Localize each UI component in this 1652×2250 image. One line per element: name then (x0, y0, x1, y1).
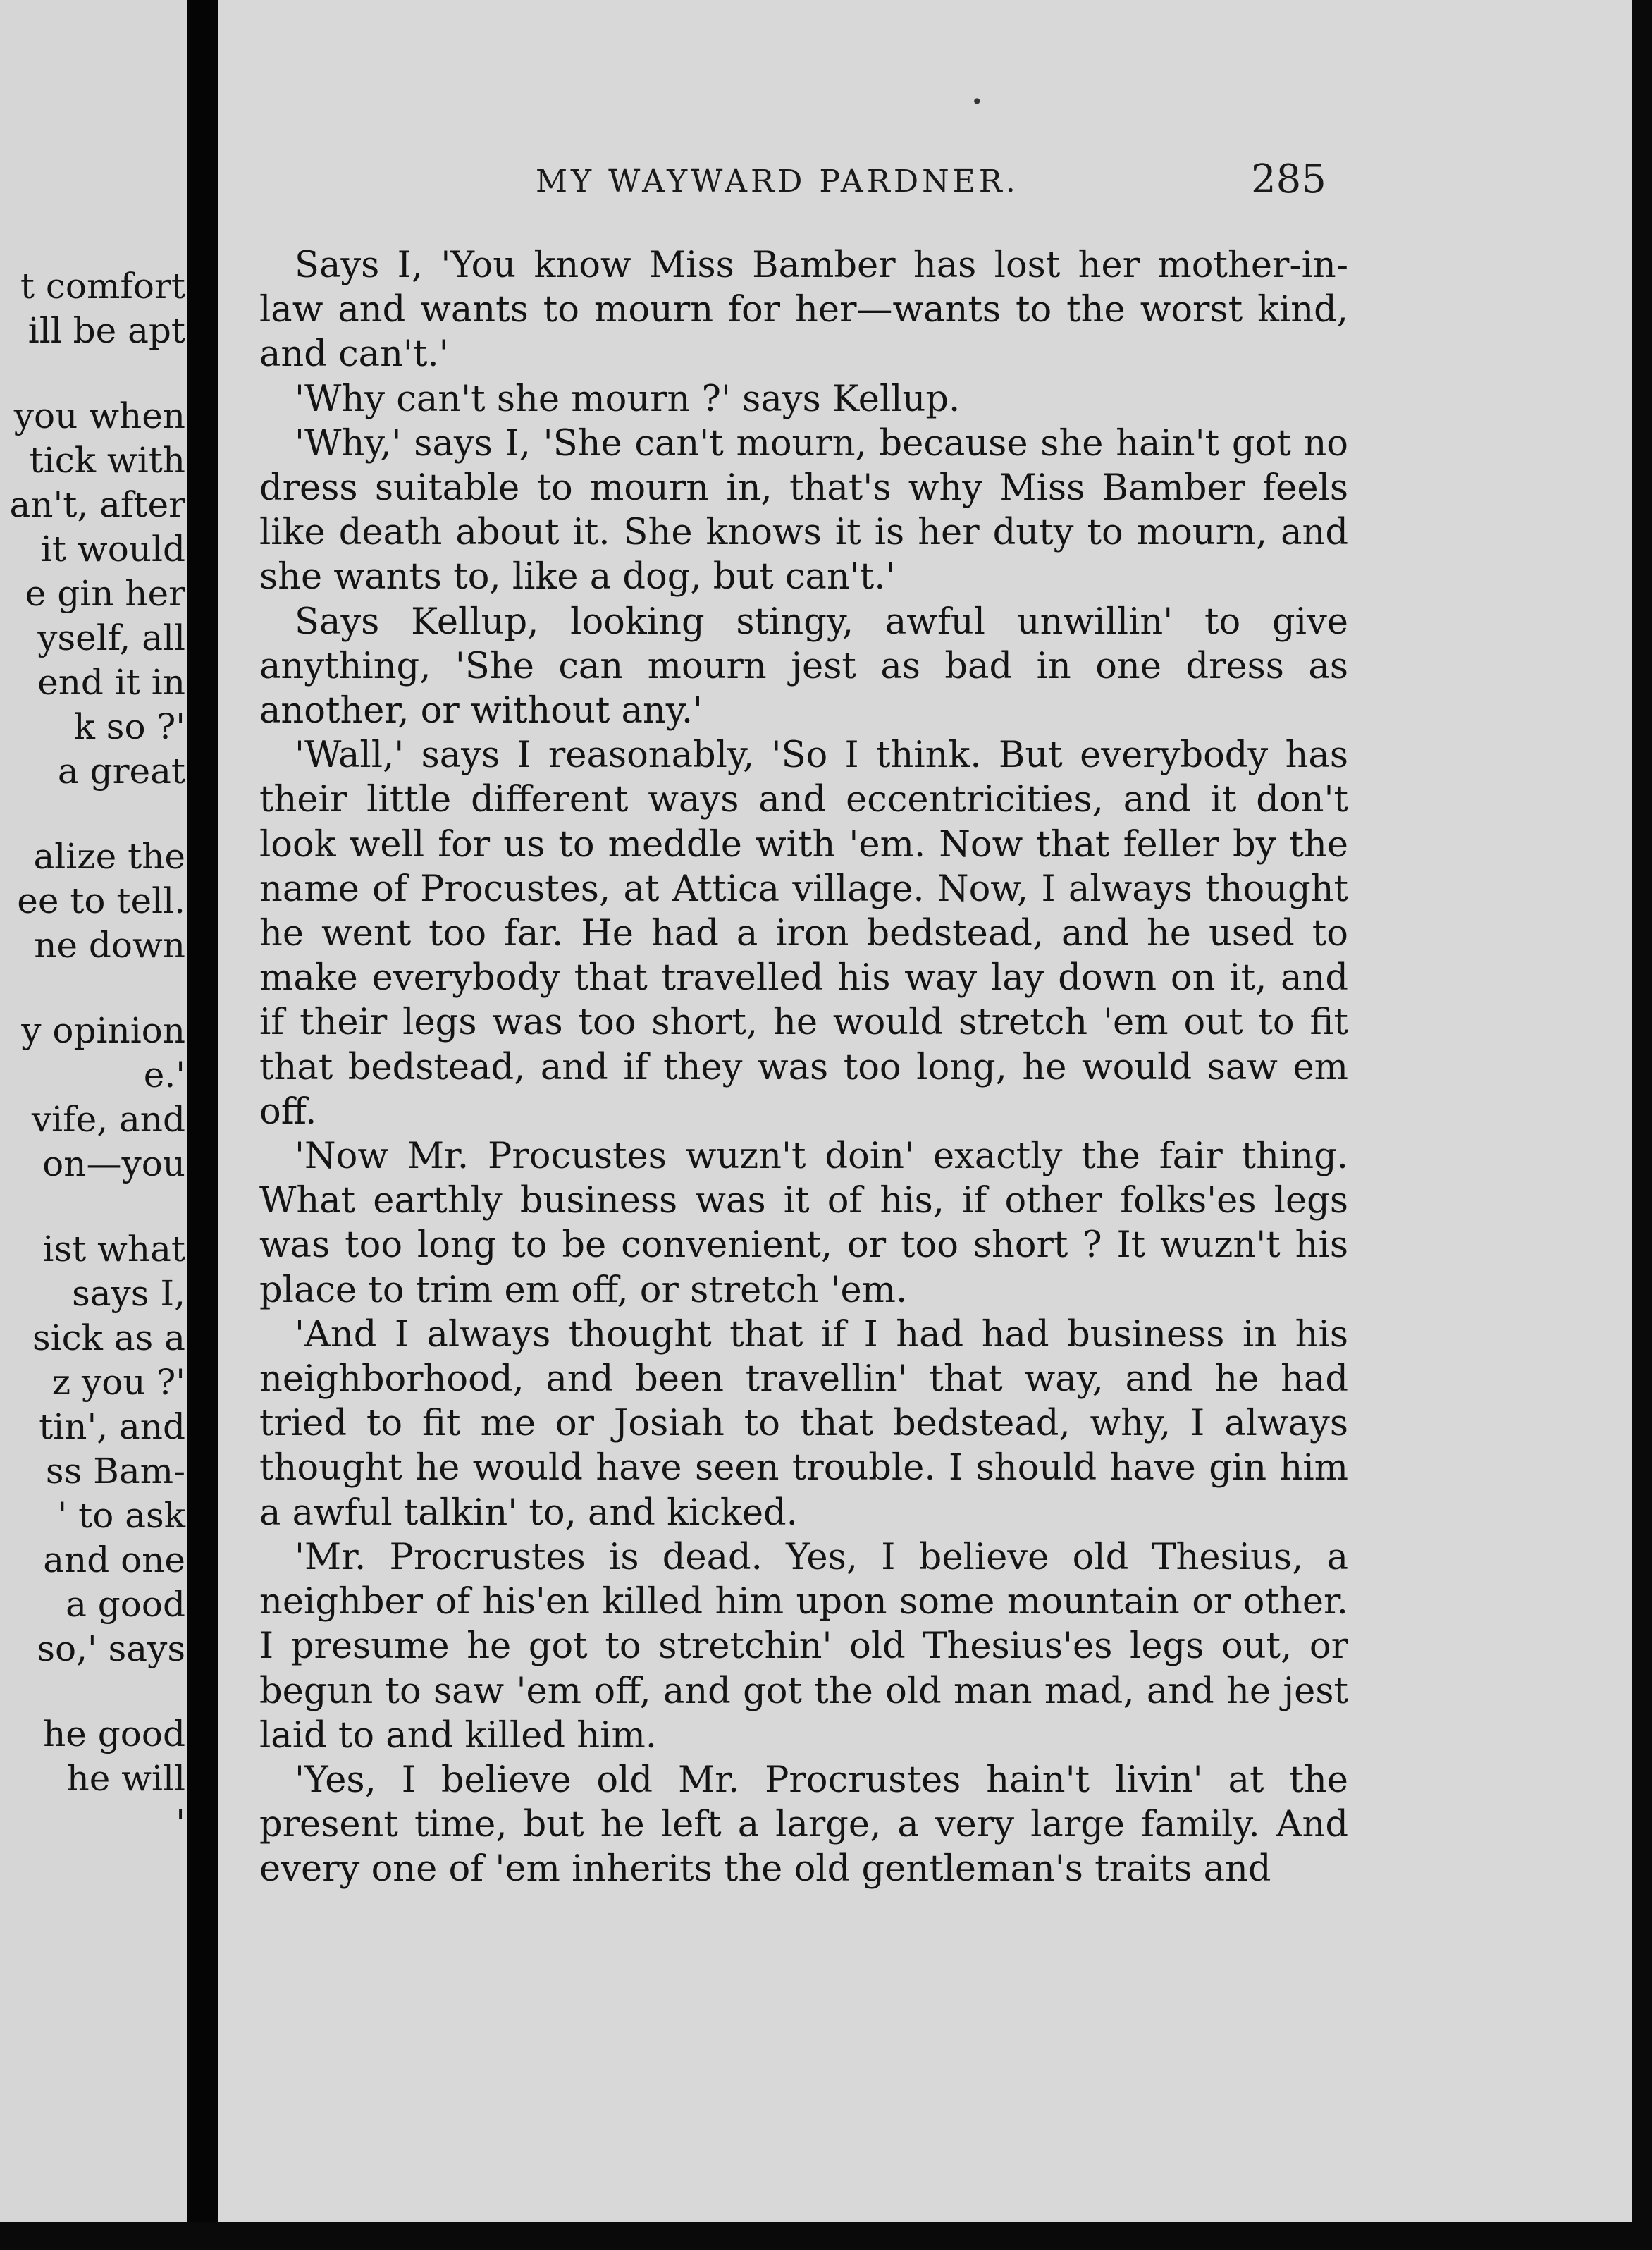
facing-line: ss Bam- (45, 1451, 185, 1492)
facing-line: tick with (29, 440, 185, 481)
paragraph: 'Now Mr. Procustes wuzn't doin' exactly the fair thing. What earthly business was it of his, if other folks'es legs was too long to be convenient, or too short ? It wuzn't his place to trim em off, or stretch 'em. (259, 1136, 1348, 1311)
paragraph: 'And I always thought that if I had had business in his neighborhood, and been travellin' that way, and he had tried to fit me or Josiah to that bedstead, why, I always thought he would have seen trouble. I should have gin him a awful talkin' to, and kicked. (259, 1313, 1348, 1534)
paragraph: 'Yes, I believe old Mr. Procrustes hain't livin' at the present time, but he left a large, a very large family. And every one of 'em inherits the old gentleman's traits and (259, 1759, 1348, 1891)
facing-page-text (0, 264, 185, 1845)
facing-line: a great (57, 751, 185, 792)
facing-line: ist what (42, 1229, 185, 1270)
facing-line: ' (175, 1802, 185, 1843)
facing-gap (0, 794, 185, 835)
paragraph: Says I, 'You know Miss Bamber has lost her mother-in-law and wants to mourn for her—wants to the worst kind, and can't.' (259, 245, 1348, 376)
facing-line: z you ?' (51, 1362, 185, 1403)
facing-line: e gin her (25, 573, 185, 614)
facing-line: y opinion (21, 1010, 185, 1051)
facing-line: tin', and (39, 1406, 185, 1447)
facing-line: ne down (34, 925, 185, 966)
facing-line: ee to tell. (17, 880, 185, 921)
facing-line: vife, and (31, 1099, 185, 1140)
facing-line: and one (43, 1539, 185, 1580)
page-number: 285 (1251, 156, 1326, 202)
facing-line: says I, (72, 1273, 185, 1314)
facing-gap (0, 353, 185, 394)
facing-gap (0, 968, 185, 1009)
facing-line: yself, all (37, 617, 185, 658)
scan-bottom-edge (0, 2222, 1652, 2250)
facing-line: an't, after (9, 484, 185, 525)
facing-line: sick as a (32, 1317, 185, 1358)
print-speck: • (971, 90, 983, 113)
paragraph: 'Why can't she mourn ?' says Kellup. (295, 378, 961, 420)
paragraph: Says Kellup, looking stingy, awful unwillin' to give anything, 'She can mourn jest as bad in one dress as another, or without any.' (259, 601, 1348, 732)
facing-gap (0, 1186, 185, 1227)
facing-line: k so ?' (73, 706, 185, 747)
facing-line: he will (66, 1758, 185, 1799)
book-gutter (187, 0, 218, 2250)
paragraph: 'Mr. Procrustes is dead. Yes, I believe old Thesius, a neighber of his'en killed him upon some mountain or other. I presume he got to stretchin' old Thesius'es legs out, or begun to saw 'em off, and got the old man mad, and he jest laid to and killed him. (259, 1536, 1348, 1757)
facing-line: it would (40, 529, 185, 570)
facing-page-left (0, 0, 187, 2250)
paragraph: 'Why,' says I, 'She can't mourn, because she hain't got no dress suitable to mourn in, that's why Miss Bamber feels like death about it. She knows it is her duty to mourn, and she wants to, like a dog, but can't.' (259, 422, 1348, 598)
page-edge (1632, 0, 1642, 2250)
paragraph: 'Wall,' says I reasonably, 'So I think. But everybody has their little different ways and eccentricities, and it don't look well for us to meddle with 'em. Now that feller by the name of Procustes, at Attica village. Now, I always thought he went too far. He had a iron bedstead, and he used to make everybody that travelled his way lay down on it, and if their legs was too short, he would stretch 'em out to fit that bedstead, and if they was too long, he would saw em off. (259, 734, 1348, 1133)
body-text (259, 243, 1348, 1892)
facing-line: a good (66, 1584, 185, 1625)
facing-line: t comfort (20, 266, 185, 307)
facing-line: alize the (33, 836, 185, 877)
facing-line: end it in (37, 662, 185, 703)
facing-line: ' to ask (57, 1495, 185, 1536)
facing-gap (0, 1671, 185, 1712)
facing-line: e.' (143, 1055, 185, 1095)
facing-line: so,' says (37, 1628, 185, 1669)
facing-line: on—you (42, 1143, 185, 1184)
facing-line: he good (43, 1714, 185, 1754)
facing-line: ill be apt (27, 310, 185, 351)
facing-line: you when (13, 395, 185, 436)
running-head: MY WAYWARD PARDNER. (536, 164, 1019, 199)
